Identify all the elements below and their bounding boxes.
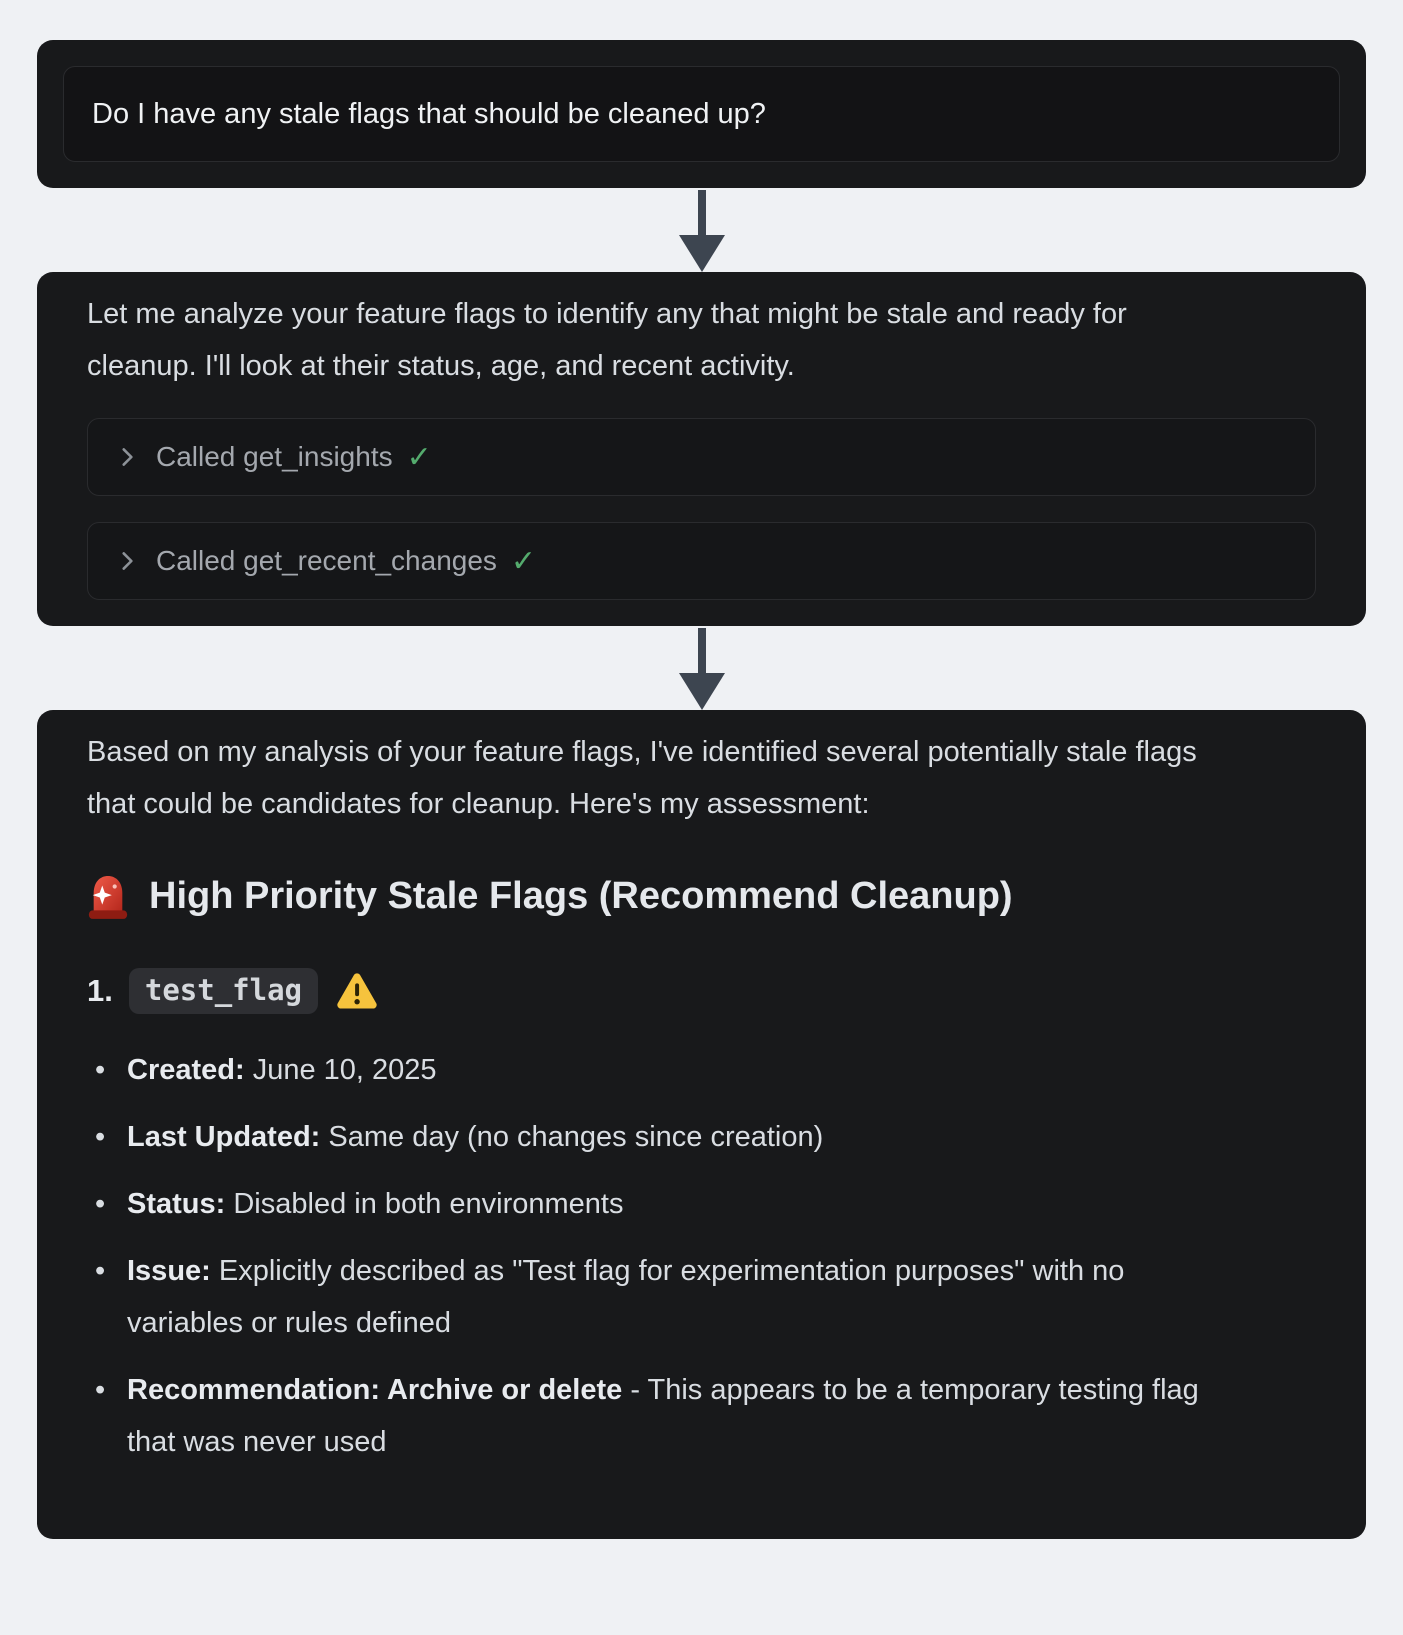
list-item-created <box>87 1044 1227 1096</box>
bullet-label: Recommendation: Archive or delete <box>127 1374 623 1406</box>
assistant-analysis-card <box>37 272 1366 626</box>
flag-item-number: 1. <box>87 973 113 1008</box>
arrow-head-icon <box>679 673 725 710</box>
chevron-right-icon <box>114 444 140 470</box>
bullet-label: Created: <box>127 1054 245 1086</box>
arrow-stem <box>698 190 706 235</box>
section-heading <box>87 870 1316 922</box>
tool-call-label: Called get_recent_changes <box>156 545 497 576</box>
arrow-stem <box>698 628 706 673</box>
bullet-text: Same day (no changes since creation) <box>320 1121 824 1153</box>
rotating-light-icon <box>87 873 129 920</box>
chevron-right-icon <box>114 548 140 574</box>
tool-call-get-insights[interactable] <box>87 418 1316 496</box>
flow-arrow-down-1 <box>37 188 1366 272</box>
flag-item <box>87 968 1316 1014</box>
warning-icon <box>336 972 378 1010</box>
user-message-bubble <box>63 66 1340 162</box>
bullet-text: Disabled in both environments <box>225 1188 624 1220</box>
tool-call-label: Called get_insights <box>156 441 393 472</box>
list-item-last-updated <box>87 1111 1227 1163</box>
bullet-label: Status: <box>127 1188 226 1220</box>
user-message-text: Do I have any stale flags that should be cleaned up? <box>92 98 766 130</box>
arrow-head-icon <box>679 235 725 272</box>
bullet-label: Issue: <box>127 1255 211 1287</box>
list-item-recommendation <box>87 1364 1227 1468</box>
assistant-result-card <box>37 710 1366 1539</box>
section-heading-text: High Priority Stale Flags (Recommend Cleanup) <box>149 875 1013 917</box>
tool-call-get-recent-changes[interactable] <box>87 522 1316 600</box>
check-icon: ✓ <box>510 543 537 579</box>
list-item-status <box>87 1178 1227 1230</box>
flow-arrow-down-2 <box>37 626 1366 710</box>
result-intro-text: Based on my analysis of your feature flags, I've identified several potentially stale flags that could be candidates for cleanup. Here's my assessment: <box>87 736 1197 820</box>
bullet-text: June 10, 2025 <box>244 1054 437 1086</box>
user-message-card <box>37 40 1366 188</box>
check-icon: ✓ <box>406 439 432 475</box>
bullet-text: Explicitly described as "Test flag for experimentation purposes" with no variables or rules defined <box>127 1255 1125 1339</box>
flag-code-pill: test_flag <box>129 968 318 1014</box>
bullet-label: Last Updated: <box>127 1121 321 1153</box>
bullet-text: - This appears to be a temporary testing flag that was never used <box>127 1374 1199 1458</box>
analysis-intro-text: Let me analyze your feature flags to identify any that might be stale and ready for cleanup. I'll look at their status, age, and recent activity. <box>87 298 1127 382</box>
list-item-issue <box>87 1245 1227 1349</box>
flag-detail-list <box>87 1044 1316 1468</box>
